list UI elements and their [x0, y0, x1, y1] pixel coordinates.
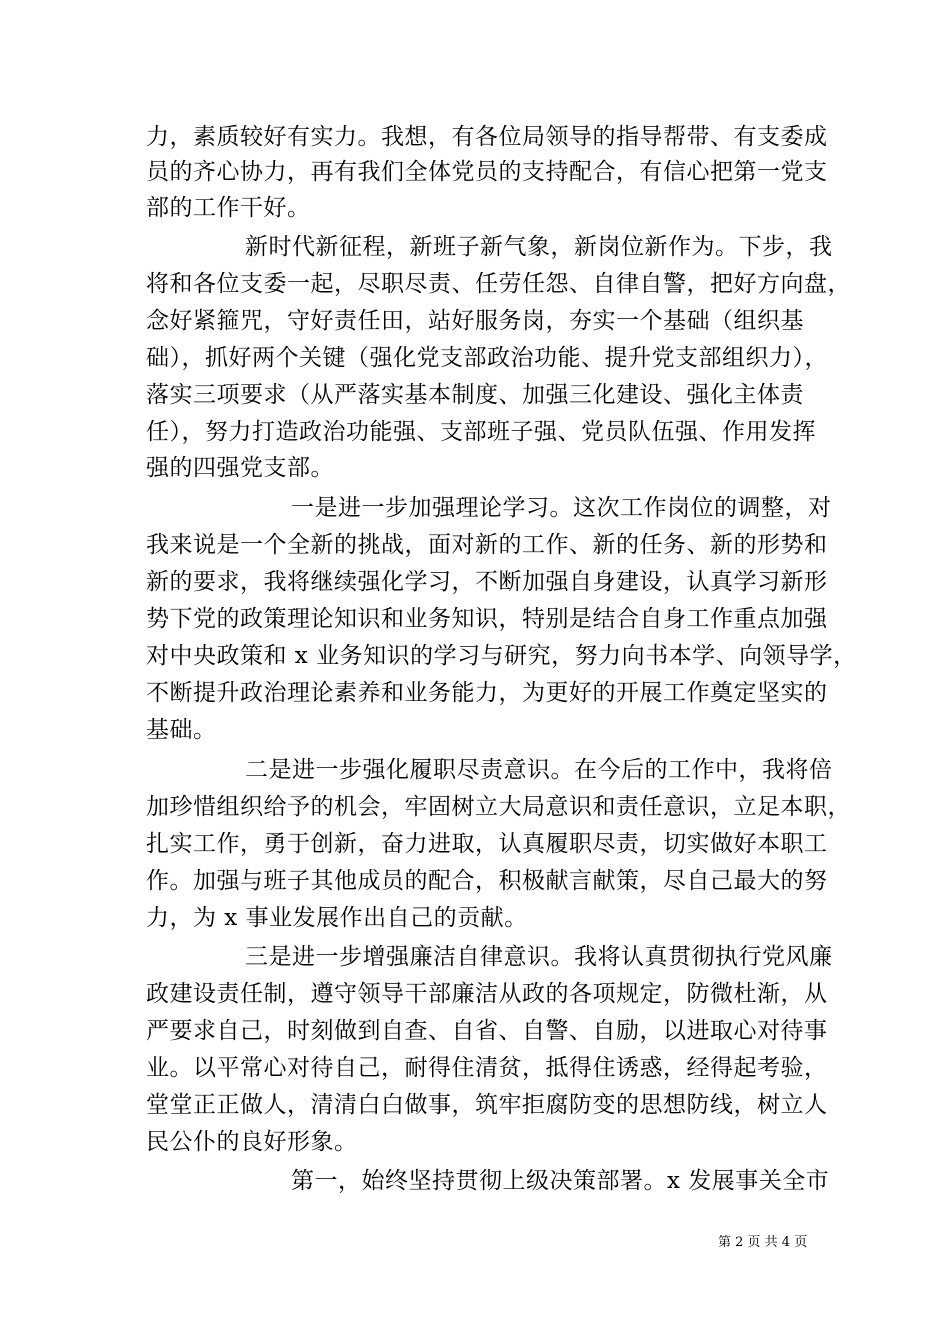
text-line: 对中央政策和 x 业务知识的学习与研究，努力向书本学、向领导学， [146, 643, 857, 669]
text-line: 堂堂正正做人，清清白白做事，筑牢拒腐防变的思想防线，树立人 [146, 1092, 828, 1118]
paragraph-start-line: 新时代新征程，新班子新气象，新岗位新作为。下步，我 [245, 234, 833, 260]
text-line: 念好紧箍咒，守好责任田，站好服务岗，夯实一个基础（组织基 [146, 308, 804, 334]
text-line: 部的工作干好。 [146, 195, 311, 221]
text-line: 力，为 x 事业发展作出自己的贡献。 [146, 905, 528, 931]
text-line: 加珍惜组织给予的机会，牢固树立大局意识和责任意识，立足本职， [146, 794, 851, 820]
text-line: 民公仆的良好形象。 [146, 1129, 358, 1155]
text-line: 业。以平常心对待自己，耐得住清贫，抵得住诱惑，经得起考验， [146, 1055, 828, 1081]
text-line: 将和各位支委一起，尽职尽责、任劳任怨、自律自警，把好方向盘， [146, 271, 851, 297]
text-line: 础），抓好两个关键（强化党支部政治功能、提升党支部组织力）， [146, 345, 828, 371]
text-line: 新的要求，我将继续强化学习，不断加强自身建设，认真学习新形 [146, 569, 828, 595]
paragraph-start-line: 二是进一步强化履职尽责意识。在今后的工作中，我将倍 [245, 757, 833, 783]
text-line: 不断提升政治理论素养和业务能力，为更好的开展工作奠定坚实的 [146, 680, 828, 706]
text-line: 政建设责任制，遵守领导干部廉洁从政的各项规定，防微杜渐，从 [146, 981, 828, 1007]
text-line: 员的齐心协力，再有我们全体党员的支持配合，有信心把第一党支 [146, 159, 828, 185]
page-number-footer: 第 2 页 共 4 页 [718, 1235, 808, 1250]
paragraph-start-line: 第一，始终坚持贯彻上级决策部署。x 发展事关全市 [291, 1168, 830, 1194]
text-line: 基础。 [146, 717, 217, 743]
text-line: 落实三项要求（从严落实基本制度、加强三化建设、强化主体责 [146, 382, 804, 408]
text-line: 我来说是一个全新的挑战，面对新的工作、新的任务、新的形势和 [146, 532, 828, 558]
text-line: 扎实工作，勇于创新，奋力进取，认真履职尽责，切实做好本职工 [146, 831, 828, 857]
text-line: 作。加强与班子其他成员的配合，积极献言献策，尽自己最大的努 [146, 868, 828, 894]
text-line: 力，素质较好有实力。我想，有各位局领导的指导帮带、有支委成 [146, 124, 828, 150]
text-line: 势下党的政策理论知识和业务知识，特别是结合自身工作重点加强 [146, 606, 828, 632]
text-line: 严要求自己，时刻做到自查、自省、自警、自励，以进取心对待事 [146, 1018, 828, 1044]
text-line: 强的四强党支部。 [146, 455, 334, 481]
paragraph-start-line: 三是进一步增强廉洁自律意识。我将认真贯彻执行党风廉 [245, 944, 833, 970]
text-line: 任），努力打造政治功能强、支部班子强、党员队伍强、作用发挥 [146, 419, 816, 445]
paragraph-start-line: 一是进一步加强理论学习。这次工作岗位的调整，对 [291, 495, 832, 521]
